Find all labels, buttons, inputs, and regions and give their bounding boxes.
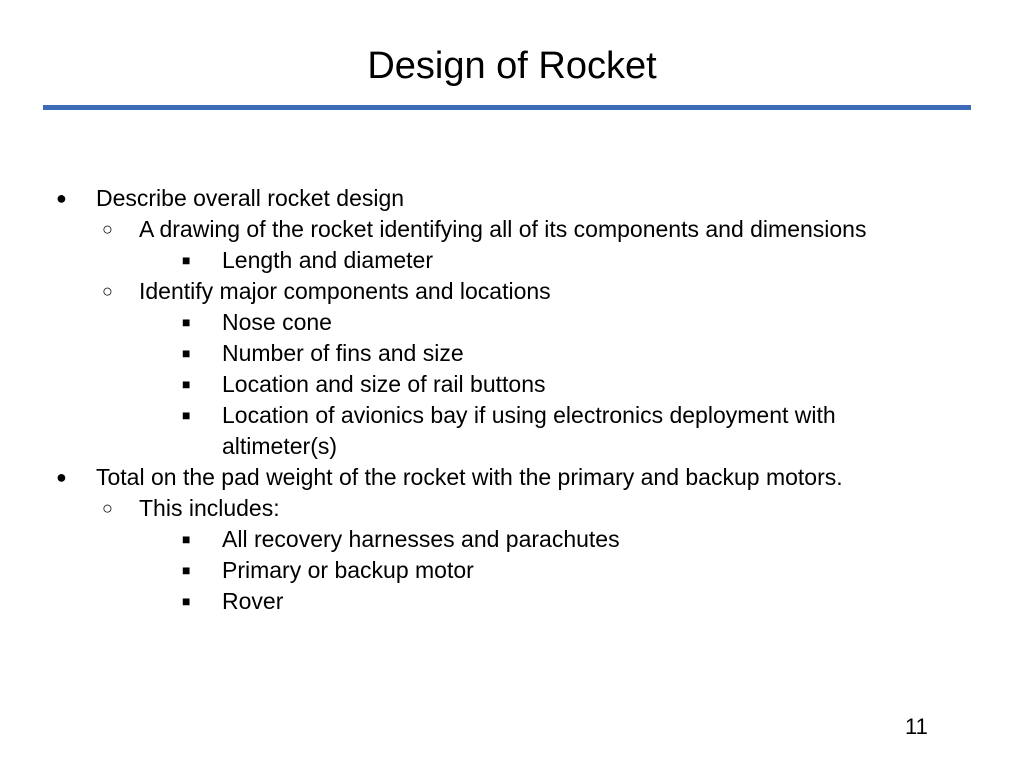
bullet-marker: ● (56, 188, 67, 208)
bullet-text: Number of fins and size (222, 340, 464, 366)
bullet-marker: ■ (182, 314, 191, 330)
bullet-text: Identify major components and locations (139, 278, 551, 304)
bullet-marker: ● (56, 467, 67, 487)
bullet-marker: ○ (102, 498, 113, 518)
bullet-marker: ■ (182, 531, 191, 547)
bullet-text-continuation: altimeter(s) (222, 433, 338, 459)
page-number: 11 (905, 714, 928, 739)
bullet-text: Location and size of rail buttons (222, 371, 546, 397)
bullet-text: Length and diameter (222, 247, 433, 273)
bullet-marker: ■ (182, 345, 191, 361)
bullet-marker: ■ (182, 407, 191, 423)
bullet-text: This includes: (139, 495, 280, 521)
bullet-marker: ■ (182, 252, 191, 268)
bullet-text: Total on the pad weight of the rocket with the primary and backup motors. (96, 464, 843, 490)
bullet-text: All recovery harnesses and parachutes (222, 526, 620, 552)
bullet-text: A drawing of the rocket identifying all of its components and dimensions (139, 216, 867, 242)
bullet-marker: ■ (182, 593, 191, 609)
title-divider (43, 105, 971, 110)
bullet-marker: ○ (102, 219, 113, 239)
bullet-text: Describe overall rocket design (96, 185, 405, 211)
bullet-marker: ○ (102, 281, 113, 301)
bullet-text: Location of avionics bay if using electronics deployment with (222, 402, 836, 428)
bullet-text: Nose cone (222, 309, 332, 335)
bullet-marker: ■ (182, 376, 191, 392)
bullet-text: Primary or backup motor (222, 557, 474, 583)
bullet-text: Rover (222, 588, 284, 614)
bullet-marker: ■ (182, 562, 191, 578)
slide-title: Design of Rocket (367, 45, 657, 87)
